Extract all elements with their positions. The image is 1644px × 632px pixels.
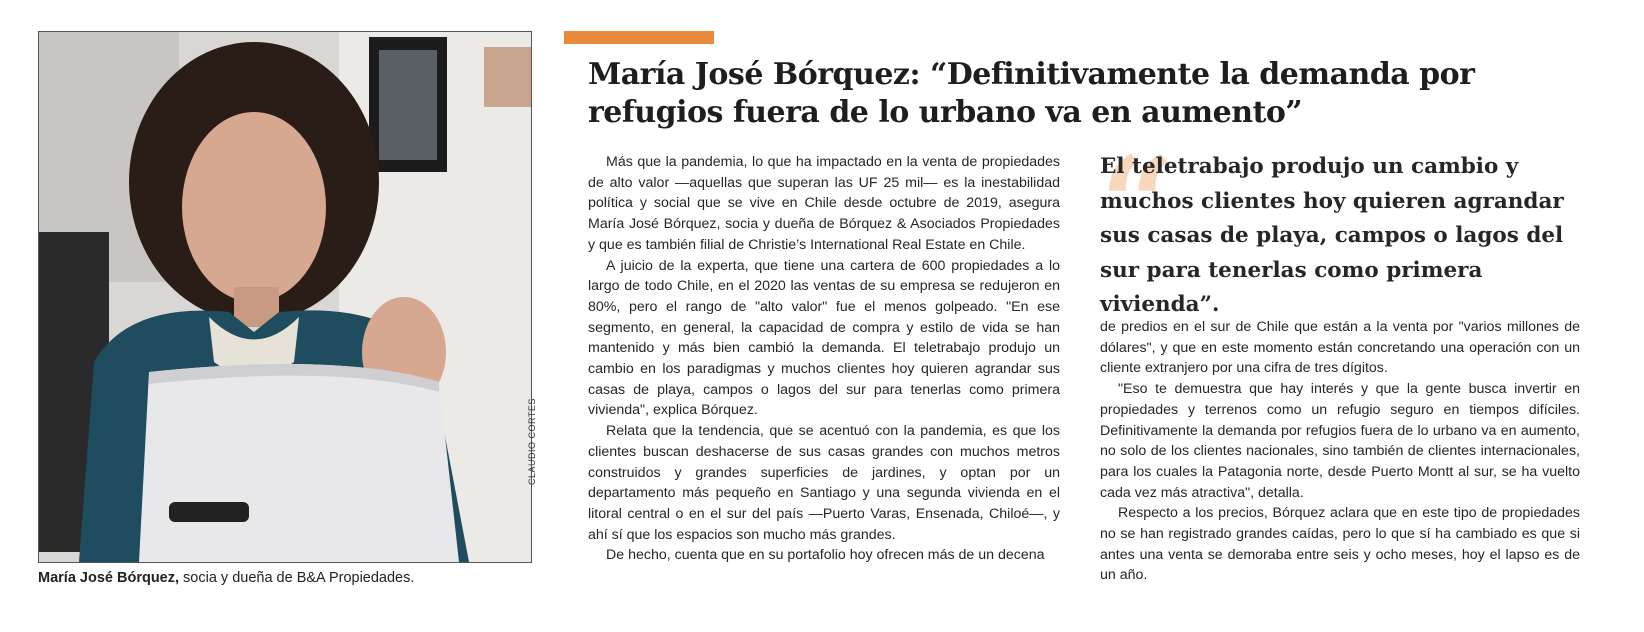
- paragraph: Respecto a los precios, Bórquez aclara que en este tipo de propiedades no se han registrado grandes caídas, pero lo que sí ha cambiado es que si antes una venta se demoraba entre seis y ocho meses, hoy el lapso es de un año.: [1100, 505, 1580, 584]
- paragraph: De hecho, cuenta que en su portafolio hoy ofrecen más de un decena: [606, 547, 1045, 564]
- headline: María José Bórquez: “Definitivamente la demanda por refugios fuera de lo urbano va en aumento”: [588, 57, 1475, 130]
- caption-description: socia y dueña de B&A Propiedades.: [179, 570, 415, 586]
- laptop: [139, 364, 459, 562]
- portrait-photo: [38, 31, 532, 563]
- body-column-1: [588, 152, 1060, 566]
- paragraph: Más que la pandemia, lo que ha impactado en la venta de propiedades de alto valor —aquellas que superan las UF 25 mil— es la inestabilidad política y social que se vive en Chile desde octubre de 2019, asegura María José Bórquez, socia y dueña de Bórquez & Asociados Propiedades y que es también filial de Christie’s International Real Estate en Chile.: [588, 154, 1060, 253]
- caption-name: María José Bórquez,: [38, 570, 180, 586]
- photo-credit: CLAUDIO CORTES: [527, 398, 537, 485]
- accent-bar: [564, 31, 714, 44]
- paragraph: "Eso te demuestra que hay interés y que la gente busca invertir en propiedades y terrenos como un refugio seguro en tiempos difíciles. Definitivamente la demanda por refugios fuera de lo urbano va en aumento, no solo de los clientes nacionales, sino también de clientes internacionales, para los cuales la Patagonia norte, desde Puerto Montt al sur, se ha vuelto cada vez más atractiva", detalla.: [1100, 381, 1580, 501]
- pull-quote-text: El teletrabajo produjo un cambio y muchos clientes hoy quieren agrandar sus casas de playa, campos o lagos del sur para tenerlas como primera vivienda”.: [1100, 154, 1564, 317]
- portrait-illustration: [39, 32, 531, 562]
- paragraph-continued: de predios en el sur de Chile que están a la venta por "varios millones de dólares", y que en este momento están concretando una operación con un cliente extranjero por una cifra de tres dígitos.: [1100, 319, 1580, 377]
- photo-caption: [38, 570, 414, 586]
- body-column-2: [1100, 317, 1580, 586]
- quote-mark-icon: “: [1100, 128, 1175, 281]
- pull-quote: [1100, 128, 1590, 323]
- face: [182, 112, 326, 302]
- wall-photo: [484, 47, 531, 107]
- paragraph: Relata que la tendencia, que se acentuó con la pandemia, es que los clientes buscan deshacerse de sus casas grandes con muchos metros construidos y grandes superficies de jardines, y optan por un departamento más pequeño en Santiago y una segunda vivienda en el litoral central o en el sur del país —Puerto Varas, Ensenada, Chiloé—, y ahí sí que los espacios son mucho más grandes.: [588, 423, 1060, 543]
- paragraph: A juicio de la experta, que tiene una cartera de 600 propiedades a lo largo de todo Chile, en el 2020 las ventas de su empresa se redujeron en 80%, pero el rango de "alto valor" fue el menos golpeado. "En ese segmento, en general, la capacidad de compra y estilo de vida se han mantenido y más bien cambió la demanda. El teletrabajo produjo un cambio en los paradigmas y muchos clientes hoy quieren agrandar sus casas de playa, campos o lagos del sur para tenerlas como primera vivienda", explica Bórquez.: [588, 257, 1060, 419]
